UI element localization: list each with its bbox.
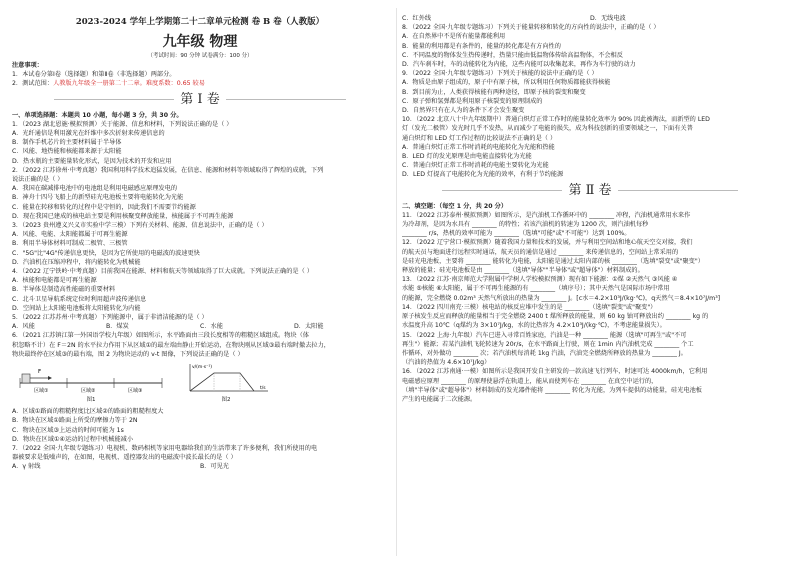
- option-line: D．无线电波: [590, 15, 626, 22]
- option-line: C．原子弹和氢弹都是利用原子核裂变的原理制成的: [402, 97, 543, 105]
- question-line: 14．（2022 四川南充·三模）核电站的核反应堆中发生的是 ________（选填"裂变"或"聚变"）: [402, 303, 657, 311]
- question-line: 7．（2022 全国·九年级专题练习）电视机、数码相机等家用电器给我们的生活带来了许多便利，我们所使用的电: [12, 444, 318, 452]
- option-line: D．现在我国已建成的核电站主要是利用核聚变释放能量，核能属于不可再生能源: [12, 212, 234, 220]
- question-line: 12．（2022 辽宁营口·模拟预测）随着我国力量和技术的发展，并与利用空间站和地心航天空交对接，我们: [402, 239, 693, 247]
- question-line: 为冷却剂，是因为水具有 ________ 的特性；若该汽油机的转速为 1200 次，则汽油机每秒: [402, 221, 649, 229]
- x-axis-label: t/s: [260, 386, 266, 392]
- option-line: B．煤炭: [106, 323, 129, 331]
- option-line: A．风能、电能、太阳能都属于可再生能源: [12, 231, 128, 239]
- option-line: C．水能: [200, 323, 223, 331]
- q6-figures: [16, 361, 388, 405]
- question-line: 13．（2022 江苏·南京师范大学附属中学树人学校模拟预测）现有如下能源：①煤 ②天然气 ③风能 ④: [402, 276, 678, 284]
- question-line: 再生"）能源；若某汽油机飞轮转速为 20r/s，在水平路面上行驶，则在 1min 内汽油机完成 ________ 个工: [402, 340, 694, 348]
- option-line: B．制作手机芯片的主要材料属于半导体: [12, 139, 122, 147]
- note-2: 2．测试范围：人教版九年级全一册第二十二章。难度系数：0.65 较易: [12, 80, 205, 88]
- part1-heading: 第 Ⅰ 卷: [12, 91, 388, 109]
- notes-label: 注意事项：: [12, 62, 43, 69]
- question-line: 器被要求是低噪声的，在如图，电视机、遥控器发出的电磁波中波长最长的是（ ）: [12, 454, 237, 462]
- option-line: D．汽车刹车时，车的动能转化为内能，这些内能可以收集起来，再作为车行驶的动力: [402, 61, 636, 69]
- option-line: A．核能和电能都是可再生能源: [12, 277, 97, 285]
- option-line: B．LED 灯的发光原理是由电能直接转化为光能: [402, 153, 532, 161]
- option-line: B．可见光: [200, 463, 229, 471]
- question-line: 3．（2023 贵州遵义兴义市实验中学三模）下列有关材料、能源、信息说法中，正确的是（ ）: [12, 222, 268, 230]
- option-line: C．"5G"比"4G"传递信息更快，是因为它所使用的电磁波的波速更快: [12, 249, 200, 257]
- question-line: 的能源，完全燃烧 0.02m³ 天然气所放出的热量为 ________ J。[c水＝4.2×10³J/(kg·℃)，q天然气＝8.4×10⁷J/m³]: [402, 294, 721, 302]
- option-line: D．空间站上太阳能电池板将太阳能转化为内能: [12, 304, 141, 312]
- option-line: C．北斗卫星导航系统定位时利用超声波传递信息: [12, 295, 147, 303]
- section2-heading: 二、填空题：（每空 1 分，共 20 分）: [402, 202, 508, 210]
- option-line: A．风能: [12, 323, 35, 331]
- question-line: 水温度升高 10℃（q煤约为 3×10⁷J/kg，水的比热容为 4.2×10³J/(kg·℃)，不考虑能量损失）。: [402, 322, 666, 330]
- figure-2-caption: 图2: [221, 397, 231, 404]
- question-line: 说法正确的是（ ）: [12, 176, 64, 184]
- question-line: 15．（2022 上海·九年级）汽车已进入寻常百姓家庭，汽油是一种 ________ 能源（选填"可再生"或"不可: [402, 331, 687, 339]
- option-line: B．到目前为止，人类获得核能有两种途径，即原子核的裂变和聚变: [402, 88, 586, 96]
- q7-options-continued: [402, 14, 778, 23]
- left-column: [12, 10, 388, 558]
- note-range: 人教版九年级全一册第二十二章。难度系数：0.65 较易: [53, 80, 205, 88]
- question-line: 2．（2022 江苏徐州·中考真题）我国利用科学技术追猛发展，在信息、能源和材料等领域取得了辉煌的成就，下列: [12, 166, 324, 174]
- option-line: A．物质是由原子组成的，原子中有原子核，所以利用任何物质都能获得核能: [402, 79, 611, 87]
- question-line: （汽油的热值为 4.6×10⁷J/kg）: [402, 359, 491, 367]
- option-line: A．普通白炽灯正常工作时消耗的电能转化为光能和热能: [402, 143, 555, 151]
- question-line: 灯（发光二极管）发光时几乎不发热，从而减少了电能的损失，成为科技创新的重要领域之一，下面有关普: [402, 125, 693, 133]
- road-diagram: [16, 361, 166, 395]
- question-line: 原子核发生反应而释放的能量相当于完全燃烧 2400 t 煤所释放的能量，则 60 kg 铀可释放出约 ________ kg 的: [402, 313, 709, 321]
- exam-title: 2023-2024 学年上学期第二十二章单元检测 卷 B 卷（人教版）: [75, 17, 325, 27]
- note-1: 1．本试卷分第Ⅰ卷（选择题）和第Ⅱ卷（非选择题）两部分。: [12, 71, 176, 79]
- option-line: D．热水瓶的主要能量转化形式，是因为技术的开发和应用: [12, 157, 172, 165]
- figure-1: [16, 361, 166, 403]
- option-line: D．物块在区域①④运动的过程中机械能减小: [12, 435, 134, 443]
- option-line: B．半导体是制造高性能磁的重要材料: [12, 286, 116, 294]
- option-line: C．物块在区域③上运动的时间可能为 1s: [12, 426, 124, 434]
- question-line: 1．（2023 湖北恩施·模拟预测）关于能源、信息和材料，下列说法正确的是（ ）: [12, 120, 233, 128]
- question-line: （填"半导体"或"超导体"）材料制成的发光器件能将 ________ 转化为光能，为列车提供的动能量，硅光电池板: [402, 386, 702, 394]
- question-line: 释放的能量；硅光电池板是由 ________（选填"导体""半导体"或"超导体"）材料制成的。: [402, 267, 644, 275]
- y-axis-label: v/(m·s⁻¹): [192, 365, 213, 371]
- region-2-label: 区域②: [81, 388, 96, 395]
- option-line: C．不同温度的物体发生热传递时，热量只能由低温物体传给高温物体，不会相反: [402, 51, 623, 59]
- force-label: F: [38, 369, 42, 376]
- option-line: C．红外线: [402, 15, 432, 22]
- option-line: A．光纤通信是利用激光在纤维中多次折射来传递信息的: [12, 130, 165, 138]
- question-line: 作循环，对外做功 ________ 次；若汽油机每消耗 1kg 汽油，汽油完全燃烧所释放的热量为 ________ J。: [402, 349, 687, 357]
- option-line: B．利用半导体材料可制成二极管、三极管: [12, 240, 128, 248]
- question-line: 物块最终停在区域③的最右端，图 2 为物块运动的 v-t 图像，下列说法正确的是（ ）: [12, 350, 244, 358]
- option-line: D．LED 灯提高了电能转化为光能的效率，有利于节约能源: [402, 171, 564, 179]
- question-line: 5．（2022 江苏苏州·中考真题）下列能源中，属于非清洁能源的是（ ）: [12, 314, 208, 322]
- left-question-block: [12, 120, 388, 472]
- option-line: B．物块在区域①路面上所受的摩擦力等于 2N: [12, 417, 138, 425]
- q5-options: [12, 322, 388, 331]
- option-line: B．神舟十四号飞船上的新型硅光电池板主要将电能转化为光能: [12, 194, 184, 202]
- figure-1-caption: 图1: [86, 397, 96, 404]
- exam-subject: 九年级 物理: [162, 34, 238, 50]
- question-line: 4．（2022 辽宁铁岭·中考真题）目前我国在能源、材料和航天等领域取得了巨大成就。下列说法正确的是（ ）: [12, 268, 313, 276]
- option-line: A．我国在碳减排电池中的电池组是利用电磁感应原理发电的: [12, 185, 178, 193]
- option-line: A．γ 射线: [12, 463, 41, 471]
- q7-options: [12, 462, 388, 471]
- section1-heading: 一、单项选择题：本题共 10 小题，每小题 3 分，共 30 分。: [12, 111, 183, 119]
- option-line: D．太阳能: [294, 323, 324, 331]
- question-line: 11．（2022 江苏泰州·模拟预测）如图所示，是汽油机工作循环中的 ________ 冲程，汽油机通常用水来作: [402, 211, 691, 219]
- exam-meta: （考试时间：90 分钟 试卷满分：100 分）: [147, 53, 253, 59]
- part2-heading: 第 Ⅱ 卷: [402, 182, 778, 200]
- option-line: C．能量在转移和转化的过程中是守恒的，因此我们不需要节约能源: [12, 203, 196, 211]
- question-line: 16．（2022 江苏南通·一模）如图所示是我国开发自主研发的一款高速飞行列车，时速可达 4000km/h，它利用: [402, 368, 708, 376]
- velocity-time-graph: [180, 361, 272, 395]
- right-column: [402, 10, 778, 558]
- option-line: C．风能、地热能和核能都来源于太阳能: [12, 148, 122, 156]
- option-line: B．能量的利用都是有条件的，能量的转化都是有方向性的: [402, 42, 561, 50]
- question-line: 6．（2021 江苏镇江第一外国语学校九年级）如图所示，水平路面由三段长度相等的粗糙区域组成。物块（体: [12, 332, 309, 340]
- column-divider: [396, 8, 397, 556]
- option-line: D．汽油机在压缩冲程中，将内能转化为机械能: [12, 258, 141, 266]
- question-line: 的航天员与地面进行远程实时通话，航天员的通信是通过 ________ 来传递信息的，空间站上常采用的: [402, 248, 679, 256]
- option-line: C．普通白炽灯正常工作时消耗的电能主要转化为光能: [402, 162, 549, 170]
- option-line: A．在自然界中不是所有能量都能利用: [402, 33, 506, 41]
- question-line: ________ r/s，热机的效率可能为 ________（选填"可能"或"不可能"）达到 100%。: [402, 230, 631, 238]
- region-1-label: 区域①: [34, 388, 49, 395]
- region-3-label: 区域③: [128, 388, 143, 395]
- question-line: 是硅光电池板，主要将 ________ 能转化为电能，太阳能是通过太阳内部的核 ________（选填"裂变"或"聚变"）: [402, 257, 704, 265]
- question-line: 8．（2022 全国·九年级专题练习）下列关于能量转移和转化的方向性的说法中，正确的是（ ）: [402, 24, 660, 32]
- question-line: 通白炽灯和 LED 灯工作过程的比较说法不正确的是（ ）: [402, 134, 557, 142]
- question-line: 水能 ⑤核能 ⑥太阳能，属于不可再生能源的有 ________（填序号）；其中天然气是国际市场中常用: [402, 285, 670, 293]
- question-line: 产生的电能属于二次能源。: [402, 395, 477, 403]
- question-line: 10．（2022 北京八十中九年级期中）普通白炽灯正常工作时的能量转化效率为 90% 因此被淘汰，而新型的 LED: [402, 116, 710, 124]
- question-line: 9．（2022 全国·九年级专题练习）下列关于核能的说法中正确的是（ ）: [402, 70, 598, 78]
- question-line: 电磁感应原理 ________ 的原理使悬浮在轨道上，能从而使列车在 ________ 在真空中运行的，: [402, 377, 658, 385]
- figure-2: [180, 361, 272, 403]
- question-line: 积忽略不计）在 F＝2N 的水平拉力作用下从区域①的最左端由静止开始运动，在物块刚从区域③最右端时撤去拉力，: [12, 341, 330, 349]
- option-line: A．区域①路面的粗糙程度比区域②的路面的粗糙程度大: [12, 408, 164, 416]
- option-line: D．自然界只有在人为的条件下才会发生聚变: [402, 107, 525, 115]
